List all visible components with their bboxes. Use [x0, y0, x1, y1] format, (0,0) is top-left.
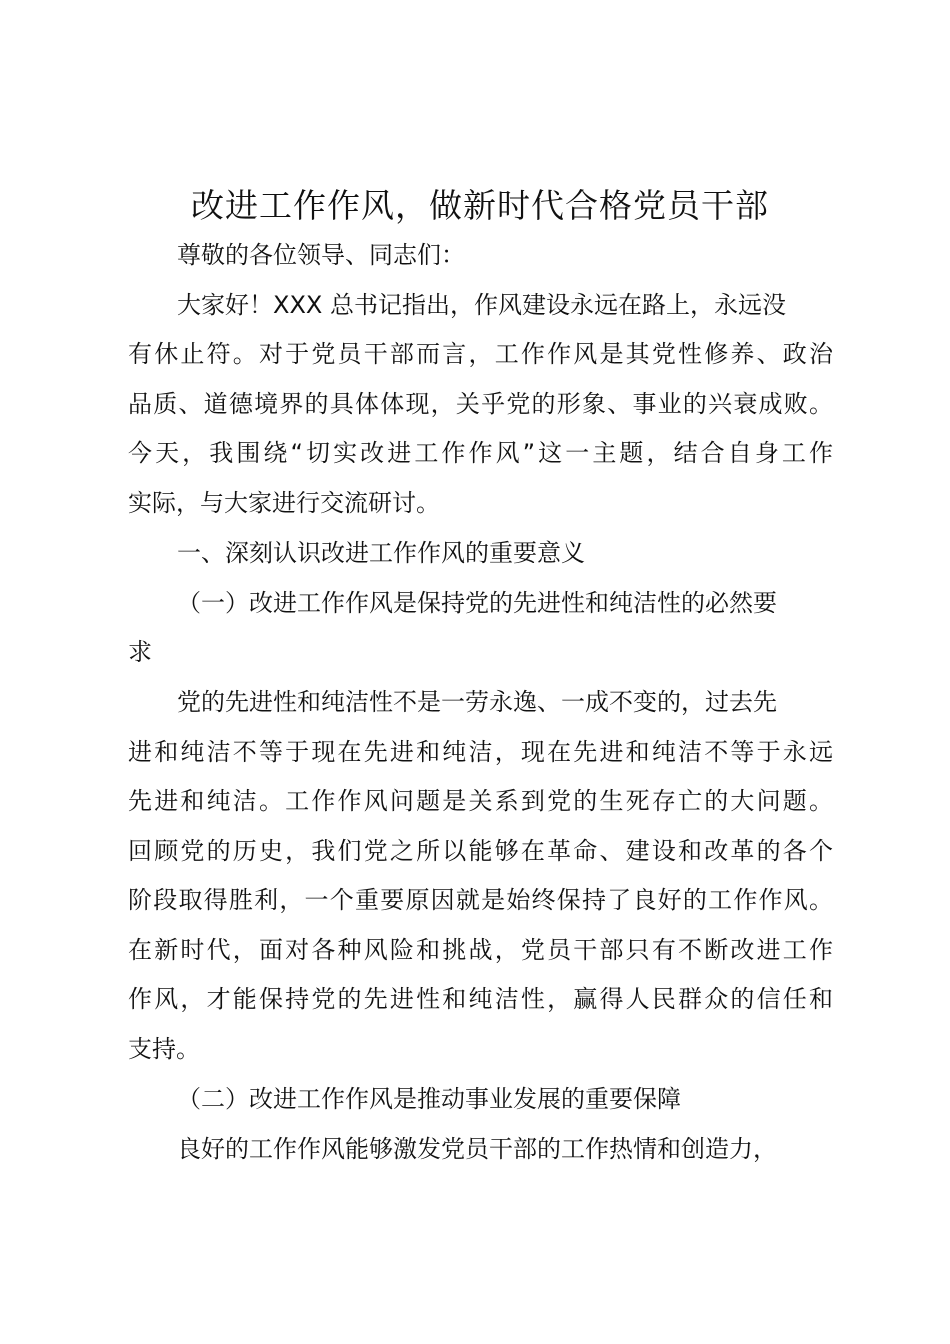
section-heading: 一、深刻认识改进工作作风的重要意义 — [177, 539, 585, 567]
subsection-heading: （一）改进工作作风是保持党的先进性和纯洁性的必然要 — [177, 589, 777, 617]
paragraph-line: 阶段取得胜利，一个重要原因就是始终保持了良好的工作作风。 — [128, 886, 833, 914]
paragraph-line: 有休止符。对于党员干部而言，工作作风是其党性修养、政治 — [128, 340, 833, 368]
paragraph-line: 实际，与大家进行交流研讨。 — [128, 489, 440, 517]
paragraph-line: 良好的工作作风能够激发党员干部的工作热情和创造力， — [177, 1135, 777, 1163]
paragraph-line: 先进和纯洁。工作作风问题是关系到党的生死存亡的大问题。 — [128, 787, 833, 815]
paragraph-line: 进和纯洁不等于现在先进和纯洁，现在先进和纯洁不等于永远 — [128, 738, 833, 766]
paragraph-line: 党的先进性和纯洁性不是一劳永逸、一成不变的，过去先 — [177, 688, 777, 716]
salutation: 尊敬的各位领导、同志们： — [177, 241, 465, 269]
paragraph-line: 品质、道德境界的具体体现，关乎党的形象、事业的兴衰成败。 — [128, 390, 833, 418]
document-title: 改进工作作风，做新时代合格党员干部 — [191, 186, 769, 225]
subsection-heading: 求 — [128, 638, 152, 666]
subsection-heading: （二）改进工作作风是推动事业发展的重要保障 — [177, 1085, 681, 1113]
paragraph-line: 回顾党的历史，我们党之所以能够在革命、建设和改革的各个 — [128, 837, 833, 865]
paragraph-line: 作风，才能保持党的先进性和纯洁性，赢得人民群众的信任和 — [128, 985, 833, 1013]
paragraph-line: 支持。 — [128, 1035, 200, 1063]
paragraph-line: 在新时代，面对各种风险和挑战，党员干部只有不断改进工作 — [128, 936, 833, 964]
paragraph-line: 大家好！XXX 总书记指出，作风建设永远在路上，永远没 — [177, 291, 786, 319]
paragraph-line: 今天，我围绕“切实改进工作作风”这一主题，结合自身工作 — [128, 439, 833, 467]
